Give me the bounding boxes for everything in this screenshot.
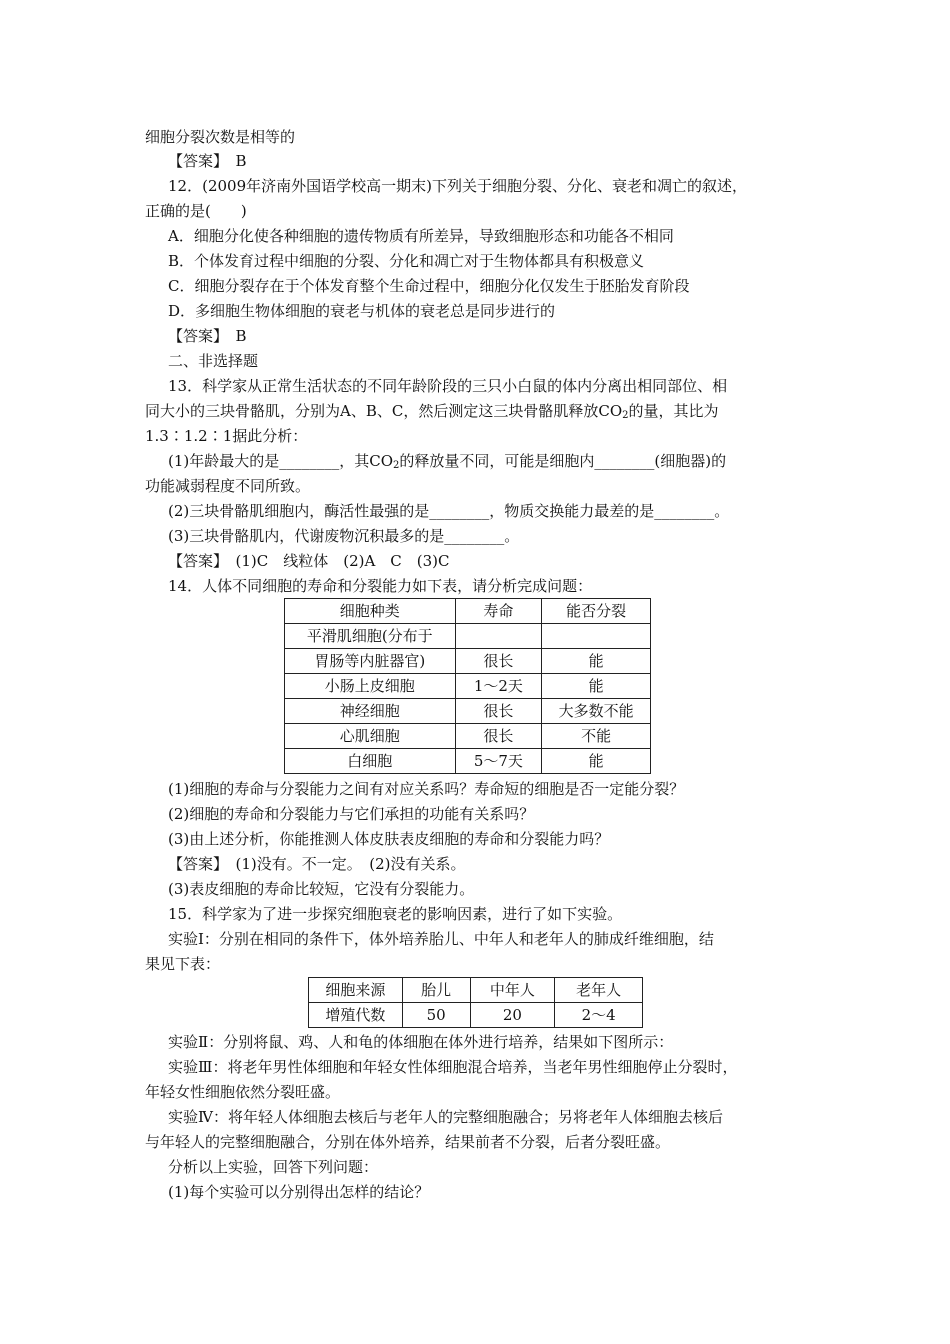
option-a: A．细胞分化使各种细胞的遗传物质有所差异，导致细胞形态和功能各不相同	[168, 227, 674, 245]
question-13-part-2: (2)三块骨骼肌细胞内，酶活性最强的是________，物质交换能力最差的是________。	[168, 502, 730, 520]
option-c: C．细胞分裂存在于个体发育整个生命过程中，细胞分化仅发生于胚胎发育阶段	[168, 277, 690, 295]
table-row	[285, 724, 651, 749]
table-cell	[542, 624, 651, 649]
table-cell: 2～4	[555, 1003, 643, 1028]
question-13-ratio: 1.3∶1.2∶1据此分析：	[145, 427, 308, 445]
question-15-stem: 15．科学家为了进一步探究细胞衰老的影响因素，进行了如下实验。	[168, 905, 623, 923]
question-14-part-1: (1)细胞的寿命与分裂能力之间有对应关系吗？寿命短的细胞是否一定能分裂？	[168, 780, 685, 798]
analysis-prompt: 分析以上实验，回答下列问题：	[168, 1158, 379, 1176]
table-cell: 很长	[455, 649, 542, 674]
table-cell: 能	[542, 649, 651, 674]
experiment-1: 实验Ⅰ：分别在相同的条件下，体外培养胎儿、中年人和老年人的肺成纤维细胞，结	[168, 930, 714, 948]
table-row	[285, 624, 651, 649]
table-cell: 很长	[455, 724, 542, 749]
question-12-stem: 12．(2009年济南外国语学校高一期末)下列关于细胞分裂、分化、衰老和凋亡的叙述，	[168, 177, 747, 195]
option-d: D．多细胞生物体细胞的衰老与机体的衰老总是同步进行的	[168, 302, 556, 320]
table-cell: 增殖代数	[309, 1003, 403, 1028]
table-row	[285, 749, 651, 774]
table-cell: 神经细胞	[285, 699, 456, 724]
answer-line: 【答案】 (1)C 线粒体 (2)A C (3)C	[168, 552, 450, 570]
table-cell: 老年人	[555, 978, 643, 1003]
answer-line: 【答案】 B	[168, 327, 247, 345]
question-13-part-1: (1)年龄最大的是________，其$CO_2$的释放量不同，可能是细胞内________(细胞器)的	[168, 452, 727, 471]
question-12-stem-cont: 正确的是( )	[145, 202, 247, 220]
question-14-part-3: (3)由上述分析，你能推测人体皮肤表皮细胞的寿命和分裂能力吗？	[168, 830, 610, 848]
cell-lifespan-table	[284, 598, 651, 774]
question-13-stem-cont: 同大小的三块骨骼肌，分别为A、B、C，然后测定这三块骨骼肌释放$CO_2$的量，其比为	[145, 402, 719, 421]
table-cell: 小肠上皮细胞	[285, 674, 456, 699]
proliferation-table	[308, 977, 643, 1028]
table-cell: 能	[542, 749, 651, 774]
answer-line-cont: (3)表皮细胞的寿命比较短，它没有分裂能力。	[168, 880, 475, 898]
table-header-row	[285, 599, 651, 624]
question-14-part-2: (2)细胞的寿命和分裂能力与它们承担的功能有关系吗？	[168, 805, 535, 823]
table-cell: 细胞来源	[309, 978, 403, 1003]
table-header-cell: 寿命	[455, 599, 542, 624]
experiment-4: 实验Ⅳ：将年轻人体细胞去核后与老年人的完整细胞融合；另将老年人体细胞去核后	[168, 1108, 723, 1126]
table-cell: 大多数不能	[542, 699, 651, 724]
question-15-part-1: (1)每个实验可以分别得出怎样的结论？	[168, 1183, 430, 1201]
table-row	[309, 1003, 643, 1028]
table-cell	[455, 624, 542, 649]
experiment-3-cont: 年轻女性细胞依然分裂旺盛。	[145, 1083, 341, 1101]
table-cell: 很长	[455, 699, 542, 724]
experiment-3: 实验Ⅲ：将老年男性体细胞和年轻女性体细胞混合培养，当老年男性细胞停止分裂时，	[168, 1058, 738, 1076]
table-cell: 胃肠等内脏器官)	[285, 649, 456, 674]
experiment-1-cont: 果见下表：	[145, 955, 221, 973]
answer-line: 【答案】 B	[168, 152, 247, 170]
table-cell: 能	[542, 674, 651, 699]
section-heading: 二、非选择题	[168, 352, 259, 370]
question-13-stem: 13．科学家从正常生活状态的不同年龄阶段的三只小白鼠的体内分离出相同部位、相	[168, 377, 728, 395]
question-13-part-3: (3)三块骨骼肌内，代谢废物沉积最多的是________。	[168, 527, 520, 545]
table-cell: 不能	[542, 724, 651, 749]
table-cell: 5～7天	[455, 749, 542, 774]
question-14-stem: 14．人体不同细胞的寿命和分裂能力如下表，请分析完成问题：	[168, 577, 593, 595]
table-row	[285, 674, 651, 699]
table-cell: 白细胞	[285, 749, 456, 774]
question-13-part-1-cont: 功能减弱程度不同所致。	[145, 477, 311, 495]
table-cell: 50	[402, 1003, 470, 1028]
table-cell: 心肌细胞	[285, 724, 456, 749]
experiment-2: 实验Ⅱ：分别将鼠、鸡、人和龟的体细胞在体外进行培养，结果如下图所示：	[168, 1033, 674, 1051]
table-cell: 1～2天	[455, 674, 542, 699]
option-b: B．个体发育过程中细胞的分裂、分化和凋亡对于生物体都具有积极意义	[168, 252, 645, 270]
table-row	[285, 649, 651, 674]
table-cell: 胎儿	[402, 978, 470, 1003]
table-header-cell: 细胞种类	[285, 599, 456, 624]
experiment-4-cont: 与年轻人的完整细胞融合，分别在体外培养，结果前者不分裂，后者分裂旺盛。	[145, 1133, 671, 1151]
answer-line: 【答案】 (1)没有。不一定。 (2)没有关系。	[168, 855, 466, 873]
text-line: 细胞分裂次数是相等的	[145, 128, 296, 146]
table-row	[309, 978, 643, 1003]
table-header-cell: 能否分裂	[542, 599, 651, 624]
table-row	[285, 699, 651, 724]
table-cell: 中年人	[470, 978, 555, 1003]
table-cell: 20	[470, 1003, 555, 1028]
table-cell: 平滑肌细胞(分布于	[285, 624, 456, 649]
